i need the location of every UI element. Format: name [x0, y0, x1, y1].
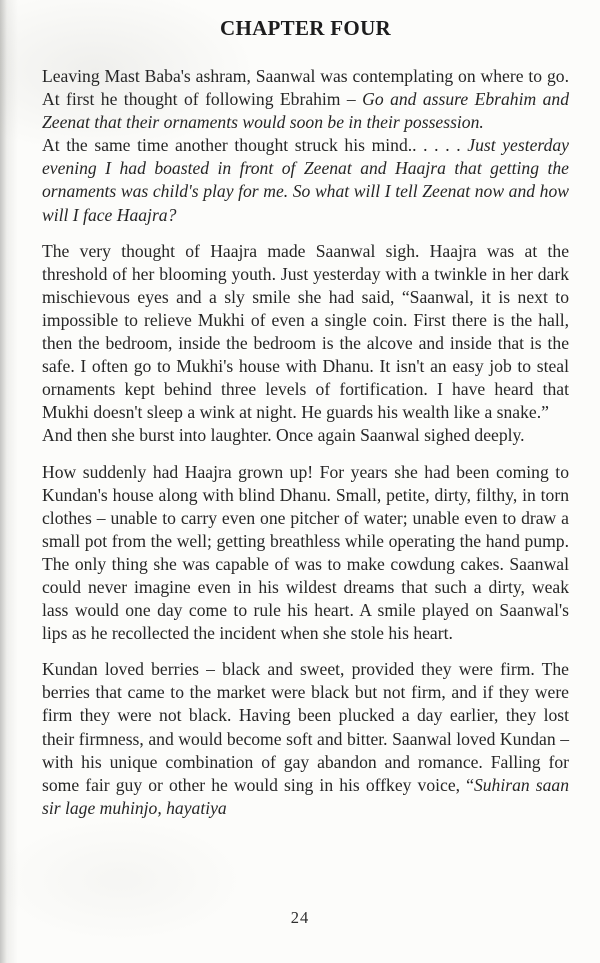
text-run: Leaving Mast Baba's ashram, Saanwal was contemplating on where to go. At first he thought of following Ebrahim –: [42, 66, 569, 110]
paragraph-block-4: [42, 658, 569, 820]
text-run: At the same time another thought struck his mind.. . . . .: [42, 135, 468, 156]
paragraph: [42, 240, 569, 425]
chapter-heading: CHAPTER FOUR: [219, 16, 391, 40]
italic-text-run: Just yesterday evening I had boasted in front of Zeenat and Haajra that getting the ornaments was child's play for me. So what will I tell Zeenat now and how will I face Haajra?: [42, 135, 569, 225]
paragraph-block-3: [42, 461, 569, 646]
paragraph: [42, 658, 569, 820]
paragraph-block-2: [42, 240, 569, 448]
text-run: How suddenly had Haajra grown up! For years she had been coming to Kundan's house along with blind Dhanu. Small, petite, dirty, filthy, in torn clothes – unable to carry even one pitcher of water; unable even to draw a small pot from the well; getting breathless while operating the hand pump. The only thing she was capable of was to make cowdung cakes. Saanwal could never imagine even in his wildest dreams that such a dirty, weak lass would one day come to rule his heart. A smile played on Saanwal's lips as he recollected the incident when she stole his heart.: [42, 461, 569, 644]
paragraph-block-1: [42, 65, 569, 227]
text-run: And then she burst into laughter. Once again Saanwal sighed deeply.: [42, 425, 525, 446]
paragraph: [42, 65, 569, 134]
italic-text-run: Suhiran saan sir lage muhinjo, hayatiya: [42, 774, 569, 818]
text-run: The very thought of Haajra made Saanwal sigh. Haajra was at the threshold of her blooming youth. Just yesterday with a twinkle in her dark mischievous eyes and a sly smile she had said, “Saanwal, it is next to impossible to relieve Mukhi of even a single coin. First there is the hall, then the bedroom, inside the bedroom is the alcove and inside that is the safe. I often go to Mukhi's house with Dhanu. It isn't an easy job to steal ornaments kept behind three levels of fortification. I have heard that Mukhi doesn't sleep a wink at night. He guards his wealth like a snake.”: [42, 240, 569, 423]
page-number: 24: [290, 908, 310, 927]
page-footer: [0, 908, 600, 928]
paragraph: [42, 134, 569, 226]
paragraph: [42, 424, 569, 447]
text-run: Kundan loved berries – black and sweet, provided they were firm. The berries that came to the market were black but not firm, and if they were firm they were not black. Having been plucked a day earlier, they lost their firmness, and would become soft and bitter. Saanwal loved Kundan – with his unique combination of gay abandon and romance. Falling for some fair guy or other he would sing in his offkey voice, “: [42, 659, 569, 795]
italic-text-run: Go and assure Ebrahim and Zeenat that their ornaments would soon be in their possession.: [42, 89, 569, 133]
paragraph: [42, 461, 569, 646]
